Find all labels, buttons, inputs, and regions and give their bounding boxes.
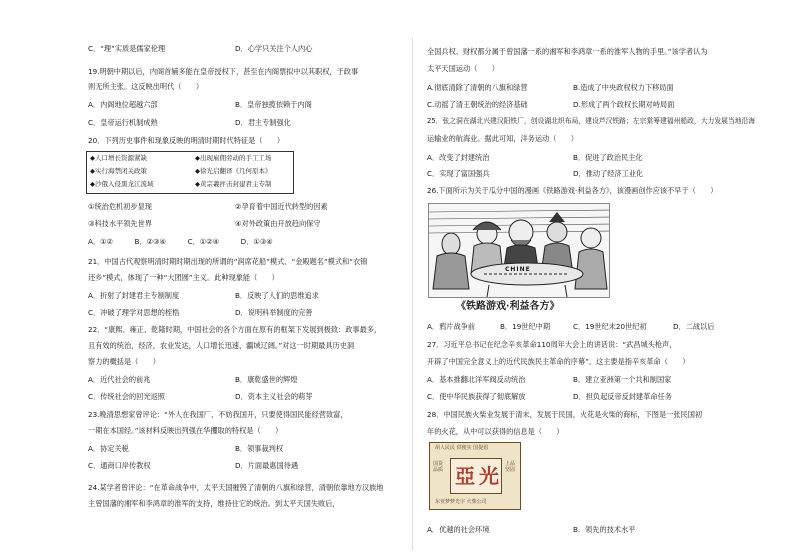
q24-option-b: B.造成了中央政权权力下移局面: [573, 83, 674, 92]
q27-stem: 27．习近平总书记在纪念辛亥革命110周年大会上的讲话说：“武昌城头枪声，: [427, 340, 677, 349]
q28-stem-cont: 年的火花，从中可以获得的信息是（ ）: [427, 427, 564, 436]
match-label-right: 上品坚固: [505, 461, 516, 474]
q21-option-b: B．反映了人们的思维追求: [235, 291, 319, 300]
q24-option-d: D.形成了两个政权长期对峙局面: [573, 100, 675, 109]
q23-stem: 23.晚清思想家曾评论：“外人在我国厂，不妨我国开，只要使得国民能经营致富，: [88, 410, 348, 419]
match-label-center: [450, 458, 502, 494]
q23-option-a: A．协定关税: [88, 444, 129, 453]
q27-option-b: B．建立亚洲第一个共和制国家: [573, 375, 672, 384]
q27-stem-cont: 开辟了中国完全意义上的近代民族民主革命的序幕”。这主要是指辛亥革命（ ）: [427, 357, 690, 366]
q20-statement-1: ①统治危机初步显现: [88, 202, 152, 211]
q22-stem: 22．“康熙、雍正、乾隆时期，中国社会的各个方面在原有的框架下发展到极致：政事最多，: [88, 325, 382, 334]
q25-option-a: A．改变了封建统治: [427, 153, 490, 162]
q20-statement-4: ④对外政策由开放趋向保守: [235, 219, 321, 228]
q24-stem-cont: 太平天国运动（ ）: [427, 64, 499, 73]
q24-stem: 24.某学者曾评论：“在革命战争中，太平天国摧毁了清朝的八旗和绿营，清朝依靠地方汉族地: [88, 483, 384, 492]
match-label-bottom: 东亚梦梦光宇 火柴公司: [435, 499, 487, 505]
match-label-char-2: 光: [479, 464, 499, 488]
q23-option-d: D．片面最惠国待遇: [235, 461, 299, 470]
q26-stem: 26.下面所示为关于瓜分中国的漫画《铁路游戏·利益各方》，该漫画创作应该不早于（ ）: [427, 186, 718, 195]
q23-option-b: B．领事裁判权: [235, 444, 284, 453]
q25-stem-cont: 运输业的航海业。据此可知，洋务运动（ ）: [427, 134, 578, 143]
q22-stem-cont: 察力的概括是（ ）: [88, 357, 160, 366]
q20-fact: ◆黄宗羲抨击封建君主专制: [195, 180, 272, 188]
q28-option-a: A．优越的社会环境: [427, 525, 490, 534]
q22-option-b: B．康乾盛世的辉煌: [235, 375, 298, 384]
q20-fact: ◆实行海禁闭关政策: [90, 167, 147, 175]
q19-option-b: B．皇帝独揽依赖于内阁: [235, 100, 312, 109]
q21-option-a: A．折射了封建君主专制制度: [88, 291, 180, 300]
q22-option-a: A．近代社会的前兆: [88, 375, 151, 384]
q28-stem: 28．中国民族火柴业发展于清末，发展于民国，火花是火柴的商标，下图是一张民国初: [427, 410, 703, 419]
q25-option-b: B．促进了政治民主化: [573, 153, 643, 162]
q20-stem: 20．下列历史事件和现象反映的明清时期时代特征是（ ）: [88, 136, 285, 145]
q25-stem: 25．张之洞在湖北兴建汉阳铁厂，创设湖北织布局，建设芦汉铁路；左宗棠筹建福州船政，大力发展当地沿海: [427, 117, 756, 125]
q26-option-b: B．19世纪中期: [500, 322, 551, 331]
q19-option-d: D．君主专制强化: [235, 118, 291, 127]
q19-stem: 19.明朝中期以后，内阁首辅多能在皇帝授权下，甚至在内阁票拟中以其职权，于政事: [88, 67, 359, 76]
q24-option-a: A.彻底清除了清朝的八旗和绿营: [427, 83, 528, 92]
q22-stem-cont: 且有效的统治，经济，农业发达，人口增长迅速，疆域辽阔。”对这一时期最具历史洞: [88, 341, 355, 350]
q27-option-a: A．基本推翻北洋军阀反动统治: [427, 375, 526, 384]
q21-stem-cont: 还乡”模式，体现了一种“大团圆”主义。此种现象能（ ）: [88, 273, 279, 282]
q24-stem-cont: 全国兵权、财权都分属于曾国藩一系的湘军和李鸿章一系的淮军人物的手里。”该学者认为: [427, 47, 708, 56]
q21-option-d: D．说明科举制度的完善: [235, 308, 313, 317]
q20-fact: ◆徐光启翻译《几何原本》: [195, 167, 272, 175]
q20-fact: ◆人口增长资源紧缺: [90, 154, 147, 162]
q20-statement-3: ③科技水平领先世界: [88, 219, 152, 228]
q19-stem-cont: 则无所主张。这反映出明代（ ）: [88, 82, 204, 91]
q18-option-d: D．心学只关注个人内心: [235, 44, 313, 53]
q20-options: A．①② B．②③④ C．①②④ D．①③④: [88, 237, 273, 246]
q27-option-c: C．使中华民族获得了彻底解放: [427, 392, 526, 401]
q20-fact: ◆沙俄入侵黑龙江流域: [90, 180, 154, 188]
match-label-top: 胡人民民 供便实 国提倡: [435, 445, 489, 451]
q24-stem-cont: 主曾国藩的湘军和李鸿章的淮军的支持，维持住它的统治。到太平天国失败后，: [88, 499, 340, 508]
match-label-left: 国货品质: [433, 461, 444, 474]
cartoon-table-label: CHINE: [505, 266, 531, 273]
q20-statement-2: ②孕育着中国近代转型的因素: [235, 202, 328, 211]
q28-option-b: B．领先的技术水平: [573, 525, 636, 534]
q21-option-c: C．冲破了理学对思想的桎梏: [88, 308, 180, 317]
q21-stem: 21．中国古代观察明清时期时期出现的所谓的“润席花船”模式、“金殿题名”模式和“衣锦: [88, 257, 368, 266]
q26-option-a: A．鸦片战争前: [427, 322, 476, 331]
q27-option-d: D．担负起反帝反封建革命任务: [573, 392, 672, 401]
q20-facts-box: [86, 151, 294, 194]
q25-option-c: C．实现了富国强兵: [427, 169, 490, 178]
q19-option-a: A．内阁地位超越六部: [88, 100, 158, 109]
q25-option-d: D．推动了经济工业化: [573, 169, 644, 178]
q19-option-c: C．皇帝运行机制成熟: [88, 118, 158, 127]
q26-option-c: C．19世纪末20世纪初: [573, 322, 647, 331]
q26-cartoon-caption: 《铁路游戏·利益各方》: [456, 301, 560, 312]
railway-game-cartoon: [428, 203, 610, 298]
q23-stem-cont: 一期在本国经。”该材料反映出列强在华攫取的特权是（ ）: [88, 426, 283, 435]
q23-option-c: C．通商口岸传教权: [88, 461, 151, 470]
q22-option-d: D．资本主义社会的萌芽: [235, 392, 313, 401]
match-label-image: [429, 442, 521, 510]
q20-fact: ◆出现雇佣劳动的手工工场: [195, 154, 272, 162]
q22-option-c: C．传统社会的回光返照: [88, 392, 165, 401]
cartoon-drawing: [429, 204, 610, 298]
column-divider: [412, 38, 413, 550]
q24-option-c: C.动摇了清王朝统治的经济基础: [427, 100, 528, 109]
match-label-char-1: 亞: [455, 464, 475, 488]
q26-option-d: D．二战以后: [673, 322, 715, 331]
q18-option-c: C．“理”实质是儒家伦理: [88, 44, 166, 53]
